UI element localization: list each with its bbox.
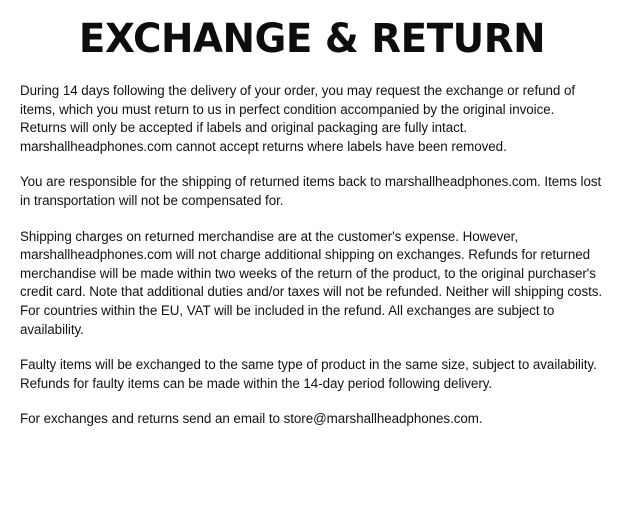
contact-paragraph: For exchanges and returns send an email to store@marshallheadphones.com. [20,411,483,427]
policy-paragraph: Shipping charges on returned merchandise are at the customer's expense. However, marshallheadphones.com will not charge additional shipping on exchanges. Refunds for returned merchandise will be made within two weeks of the return of the product, to the original purchaser's credit card. Note that additional duties and/or taxes will not be refunded. Neither will shipping costs. For countries within the EU, VAT will be included in the refund. All exchanges are subject to availability. [20,228,603,337]
policy-paragraph: Faulty items will be exchanged to the same type of product in the same size, subject to availability. Refunds for faulty items can be made within the 14-day period following delivery. [20,357,597,391]
policy-paragraph: During 14 days following the delivery of your order, you may request the exchange or refund of items, which you must return to us in perfect condition accompanied by the original invoice. Returns will only be accepted if labels and original packaging are fully intact. marshallheadphones.com cannot accept returns where labels have been removed. [20,83,576,154]
page-title: EXCHANGE & RETURN [78,16,546,62]
policy-paragraph: You are responsible for the shipping of returned items back to marshallheadphones.com. Items lost in transportation will not be compensated for. [20,174,602,208]
policy-body [18,82,606,429]
